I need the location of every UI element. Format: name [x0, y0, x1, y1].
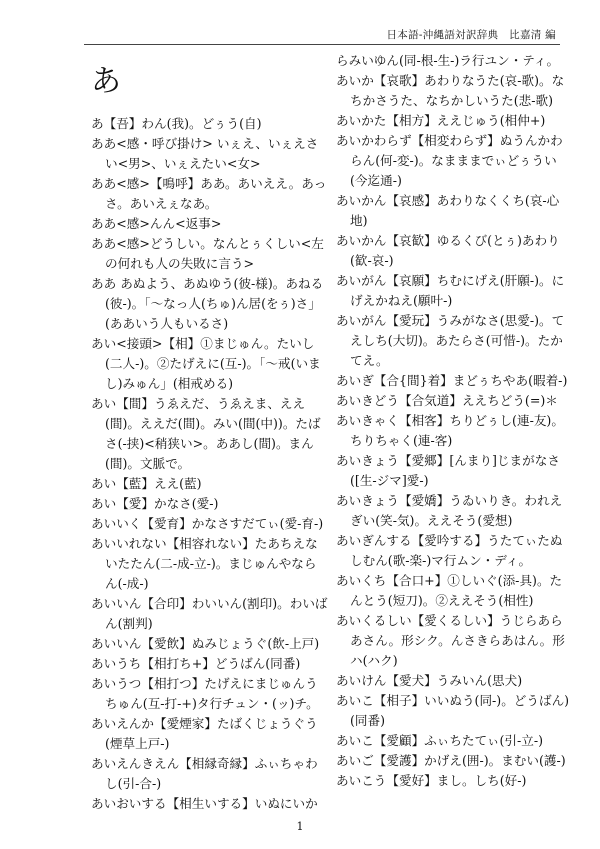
dictionary-entry: あいいん【合印】わいいん(割印)。わいばん(割判) — [91, 596, 328, 631]
dictionary-entry: あいくるしい【愛くるしい】うじらあらあさん。形シク。んさきらあはん。形ハ(ハク) — [336, 613, 565, 668]
dictionary-entry: あいかん【哀感】あわりなくくち(哀-心地) — [336, 193, 560, 228]
dictionary-entry: あいえんきえん【相縁奇縁】ふぃちゃわし(引-合-) — [91, 756, 318, 791]
dictionary-entry: あいかわらず【相変わらず】ぬうんかわらん(何-変-)。なまままでぃどぅうい(今迄通-) — [336, 133, 563, 188]
dictionary-entry: ああ<感>【鳴呼】ああ。あいええ。あっさ。あいえぇなあ。 — [91, 176, 327, 211]
right-column — [336, 51, 574, 791]
dictionary-entry: あいかた【相方】ええじゅう(相仲+) — [336, 113, 546, 128]
left-column — [91, 114, 329, 814]
dictionary-entry: あいうつ【相打つ】たげえにまじゅんうちゅん(互-打-+)タ行チュン・(ッ)チ。 — [91, 676, 319, 711]
running-header: 日本語-沖縄語対訳辞典 比嘉清 編 — [386, 29, 556, 41]
dictionary-entry: あい【愛】かなさ(愛-) — [91, 496, 219, 511]
dictionary-entry: あいくち【合口+】①しいぐ(添-具)。たんとう(短刀)。②ええそう(相性) — [336, 573, 563, 608]
dictionary-entry: あいけん【愛犬】うみいん(思犬) — [336, 673, 523, 688]
dictionary-entry: ああ あぬよう、あぬゆう(彼-様)。あねる(彼-)。「～なっ人(ちゅ)ん居(をぅ)さ」(ああいう人もいるさ) — [91, 276, 324, 331]
dictionary-entry: あい【間】うゑえだ、うゑえま、ええ(間)。ええだ(間)。みい(間(中))。たばさ(-挟)<稍狭い>。ああし(間)。まん(間)。文脈で。 — [91, 396, 321, 471]
dictionary-entry: あいぎんする【愛吟する】うたてぃたぬしむん(歌-楽-)マ行ムン・ディ。 — [336, 533, 563, 568]
dictionary-entry: ああ<感>どうしい。なんとぅくしい<左の何れも人の失敗に言う> — [91, 236, 324, 271]
dictionary-entry: あいこう【愛好】まし。しち(好-) — [336, 773, 527, 788]
dictionary-entry: あいかん【哀歓】ゆるくび(とぅ)あわり(歓-哀-) — [336, 233, 560, 268]
dictionary-entry: あい【藍】ええ(藍) — [91, 476, 202, 491]
dictionary-entry: あいがん【愛玩】うみがなさ(思愛-)。てえしち(大切)。あたらさ(可惜-)。たかてえ。 — [336, 313, 565, 368]
dictionary-entry: あいおいする【相生いする】いぬにいか — [91, 796, 318, 811]
dictionary-entry: あいご【愛護】かげえ(囲-)。まむい(護-) — [336, 753, 566, 768]
dictionary-entry: あいぎ【合{間}着】まどぅちやあ(暇着-) — [336, 373, 568, 388]
dictionary-entry: あいいれない【相容れない】たあちえないたたん(二-成-立-)。まじゅんやならん(-成-) — [91, 536, 318, 591]
dictionary-entry: あ【吾】わん(我)。どぅう(自) — [91, 116, 262, 131]
dictionary-entry: あいがん【哀願】ちむにげえ(肝願-)。にげえかねえ(願叶-) — [336, 273, 565, 308]
dictionary-entry: あいいん【愛飲】ぬみじょうぐ(飲-上戸) — [91, 636, 320, 651]
dictionary-entry: あいうち【相打ち+】どうばん(同番) — [91, 656, 301, 671]
dictionary-entry: あいこ【相子】いいぬう(同-)。どうばん)(同番) — [336, 693, 570, 728]
dictionary-entry: あい<接頭>【相】①まじゅん。たいし(二人-)。②たげえに(互-)。「～戒(いまし)みゅん」(相戒める) — [91, 336, 321, 391]
page-number: 1 — [296, 820, 304, 833]
dictionary-entry: ああ<感>んん<返事> — [91, 216, 222, 231]
dictionary-entry: あいきょう【愛郷】[んまり]じまがなさ([生-ジマ]愛-) — [336, 453, 560, 488]
header-rule — [84, 44, 560, 45]
dictionary-entry: あいきょう【愛嬌】うゐいりき。われえぎい(笑-気)。ええそう(愛想) — [336, 493, 563, 528]
dictionary-entry-continued: らみいゆん(同-根-生-)ラ行ユン・ティ。 — [336, 53, 560, 68]
dictionary-entry: あいきどう【合気道】ええちどう(=)＊ — [336, 393, 558, 408]
dictionary-entry: あいこ【愛顧】ふぃちたてぃ(引-立-) — [336, 733, 543, 748]
dictionary-entry: あいか【哀歌】あわりなうた(哀-歌)。なちかさうた、なちかしいうた(悲-歌) — [336, 73, 565, 108]
dictionary-entry: ああ<感・呼び掛け> いぇえ、いぇえさい<男>、いぇえたい<女> — [91, 136, 319, 171]
dictionary-entry: あいきゃく【相客】ちりどぅし(連-友)。ちりちゃく(連-客) — [336, 413, 564, 448]
dictionary-entry: あいえんか【愛煙家】たばくじょうぐう(煙草上戸-) — [91, 716, 318, 751]
section-kana-heading: あ — [91, 64, 121, 99]
dictionary-entry: あいいく【愛育】かなさすだてぃ(愛-育-) — [91, 516, 324, 531]
